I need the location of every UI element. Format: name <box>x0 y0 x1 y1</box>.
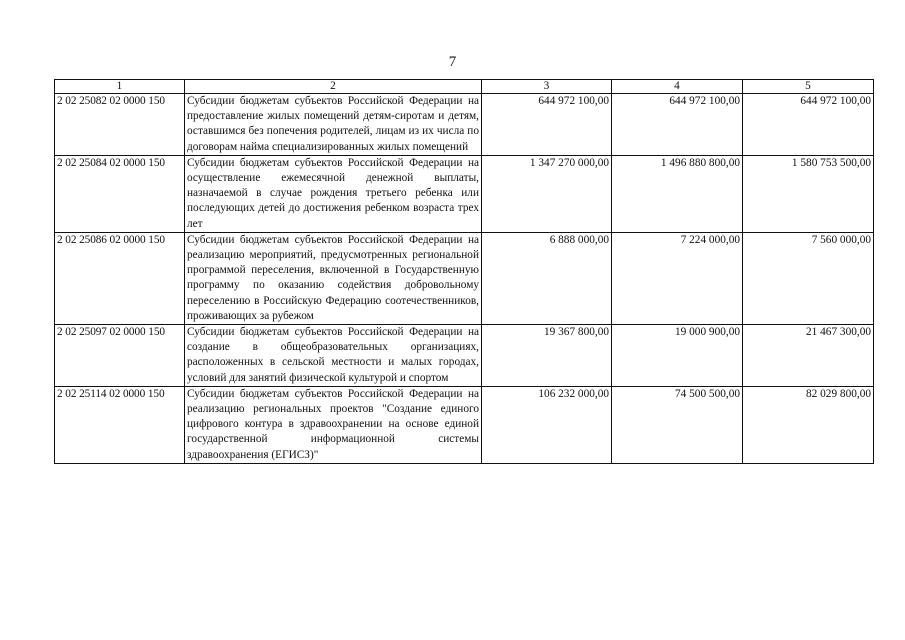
table-body <box>55 94 874 464</box>
table-row <box>55 325 874 387</box>
amount-col-3: 6 888 000,00 <box>482 232 612 324</box>
amount-col-3: 19 367 800,00 <box>482 325 612 387</box>
income-code: 2 02 25086 02 0000 150 <box>55 232 185 324</box>
header-col-4: 4 <box>612 80 743 94</box>
header-col-3: 3 <box>482 80 612 94</box>
amount-col-3: 644 972 100,00 <box>482 94 612 156</box>
table-row <box>55 232 874 324</box>
amount-col-4: 74 500 500,00 <box>612 386 743 463</box>
income-code: 2 02 25114 02 0000 150 <box>55 386 185 463</box>
income-description: Субсидии бюджетам субъектов Российской Федерации на создание в общеобразовательных организациях, расположенных в сельской местности и малых городах, условий для занятий физической культурой и спортом <box>185 325 482 387</box>
amount-col-4: 644 972 100,00 <box>612 94 743 156</box>
amount-col-5: 644 972 100,00 <box>743 94 874 156</box>
amount-col-5: 1 580 753 500,00 <box>743 155 874 232</box>
income-code: 2 02 25082 02 0000 150 <box>55 94 185 156</box>
budget-table <box>54 79 874 464</box>
income-code: 2 02 25097 02 0000 150 <box>55 325 185 387</box>
amount-col-4: 19 000 900,00 <box>612 325 743 387</box>
amount-col-5: 21 467 300,00 <box>743 325 874 387</box>
header-row <box>55 80 874 94</box>
table-row <box>55 94 874 156</box>
table-row <box>55 386 874 463</box>
income-description: Субсидии бюджетам субъектов Российской Федерации на осуществление ежемесячной денежной выплаты, назначаемой в случае рождения третьего ребенка или последующих детей до достижения ребенком возраста трех лет <box>185 155 482 232</box>
amount-col-5: 7 560 000,00 <box>743 232 874 324</box>
header-col-2: 2 <box>185 80 482 94</box>
amount-col-3: 1 347 270 000,00 <box>482 155 612 232</box>
amount-col-5: 82 029 800,00 <box>743 386 874 463</box>
income-description: Субсидии бюджетам субъектов Российской Федерации на реализацию региональных проектов "Создание единого цифрового контура в здравоохранении на основе единой государственной информационной системы здравоохранения (ЕГИСЗ)" <box>185 386 482 463</box>
amount-col-3: 106 232 000,00 <box>482 386 612 463</box>
header-col-1: 1 <box>55 80 185 94</box>
table-row <box>55 155 874 232</box>
page-number: 7 <box>448 54 457 70</box>
income-description: Субсидии бюджетам субъектов Российской Федерации на реализацию мероприятий, предусмотренных региональной программой переселения, включенной в Государственную программу по оказанию содействия добровольному переселению в Российскую Федерацию соотечественников, проживающих за рубежом <box>185 232 482 324</box>
table-header <box>55 80 874 94</box>
income-code: 2 02 25084 02 0000 150 <box>55 155 185 232</box>
income-description: Субсидии бюджетам субъектов Российской Федерации на предоставление жилых помещений детям-сиротам и детям, оставшимся без попечения родителей, лицам из их числа по договорам найма специализированных жилых помещений <box>185 94 482 156</box>
amount-col-4: 7 224 000,00 <box>612 232 743 324</box>
header-col-5: 5 <box>743 80 874 94</box>
amount-col-4: 1 496 880 800,00 <box>612 155 743 232</box>
